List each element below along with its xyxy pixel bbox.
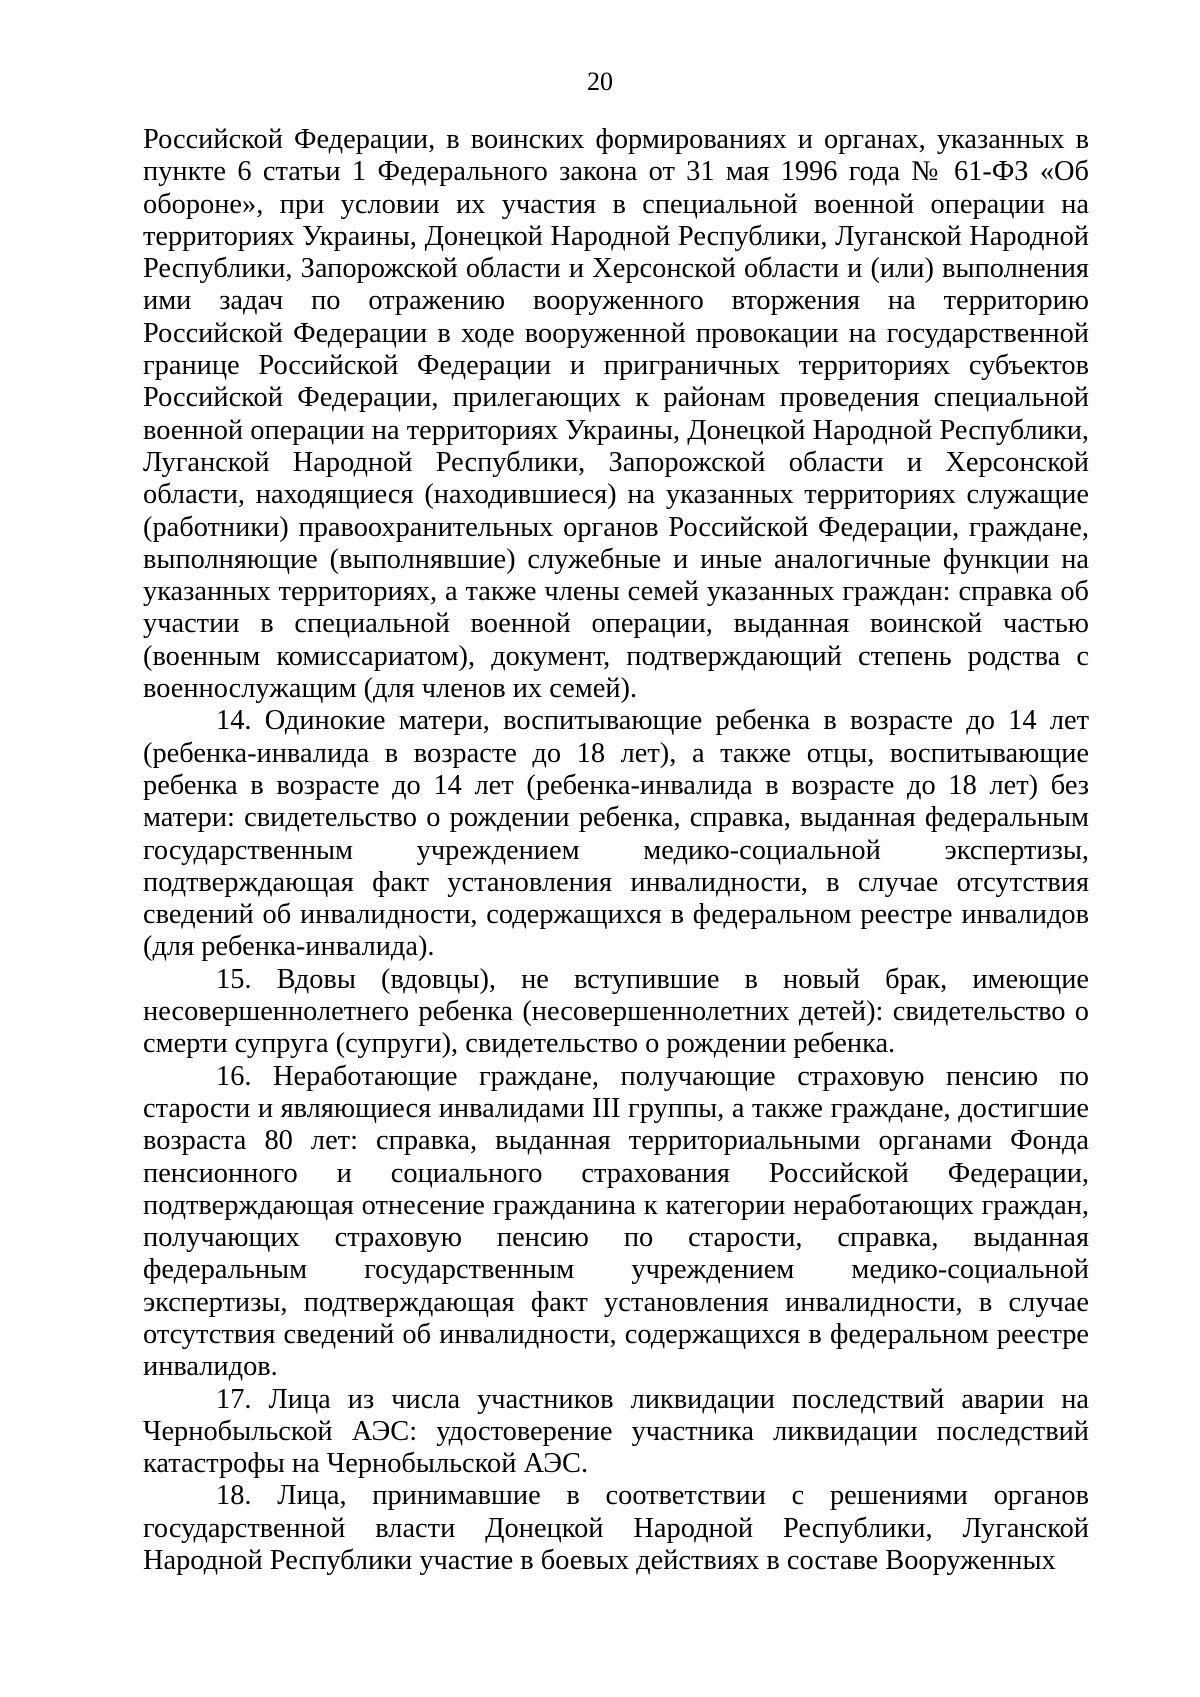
paragraph-item-18: 18. Лица, принимавшие в соответствии с решениями органов государственной власти Донецкой Народной Республики, Луганской Народной Республики участие в боевых действиях в составе Вооруженных (143, 1480, 1089, 1577)
document-body (143, 124, 1089, 1577)
paragraph-item-15: 15. Вдовы (вдовцы), не вступившие в новый брак, имеющие несовершеннолетнего ребенка (несовершеннолетних детей): свидетельство о смерти супруга (супруги), свидетельство о рождении ребенка. (143, 963, 1089, 1060)
paragraph-item-16: 16. Неработающие граждане, получающие страховую пенсию по старости и являющиеся инвалидами III группы, а также граждане, достигшие возраста 80 лет: справка, выданная территориальными органами Фонда пенсионного и социального страхования Российской Федерации, подтверждающая отнесение гражданина к категории неработающих граждан, получающих страховую пенсию по старости, справка, выданная федеральным государственным учреждением медико-социальной экспертизы, подтверждающая факт установления инвалидности, в случае отсутствия сведений об инвалидности, содержащихся в федеральном реестре инвалидов. (143, 1060, 1089, 1383)
page-number: 20 (587, 67, 613, 96)
paragraph-item-14: 14. Одинокие матери, воспитывающие ребенка в возрасте до 14 лет (ребенка-инвалида в возрасте до 18 лет), а также отцы, воспитывающие ребенка в возрасте до 14 лет (ребенка-инвалида в возрасте до 18 лет) без матери: свидетельство о рождении ребенка, справка, выданная федеральным государственным учреждением медико-социальной экспертизы, подтверждающая факт установления инвалидности, в случае отсутствия сведений об инвалидности, содержащихся в федеральном реестре инвалидов (для ребенка-инвалида). (143, 705, 1089, 963)
paragraph-continuation: Российской Федерации, в воинских формированиях и органах, указанных в пункте 6 статьи 1 Федерального закона от 31 мая 1996 года № 61-ФЗ «Об обороне», при условии их участия в специальной военной операции на территориях Украины, Донецкой Народной Республики, Луганской Народной Республики, Запорожской области и Херсонской области и (или) выполнения ими задач по отражению вооруженного вторжения на территорию Российской Федерации в ходе вооруженной провокации на государственной границе Российской Федерации и приграничных территориях субъектов Российской Федерации, прилегающих к районам проведения специальной военной операции на территориях Украины, Донецкой Народной Республики, Луганской Народной Республики, Запорожской области и Херсонской области, находящиеся (находившиеся) на указанных территориях служащие (работники) правоохранительных органов Российской Федерации, граждане, выполняющие (выполнявшие) служебные и иные аналогичные функции на указанных территориях, а также члены семей указанных граждан: справка об участии в специальной военной операции, выданная воинской частью (военным комиссариатом), документ, подтверждающий степень родства с военнослужащим (для членов их семей). (143, 124, 1089, 705)
paragraph-item-17: 17. Лица из числа участников ликвидации последствий аварии на Чернобыльской АЭС: удостоверение участника ликвидации последствий катастрофы на Чернобыльской АЭС. (143, 1383, 1089, 1480)
